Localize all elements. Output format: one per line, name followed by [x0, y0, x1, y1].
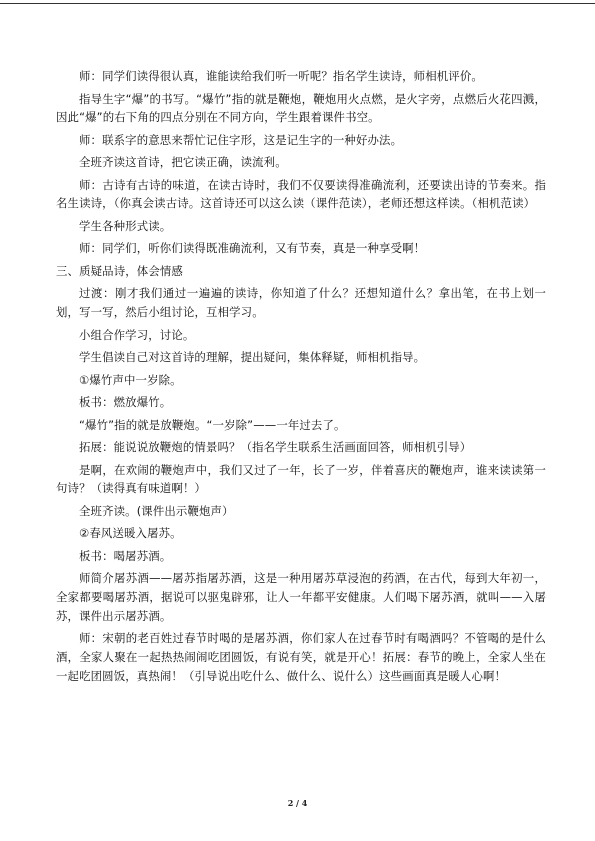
- paragraph: 师：同学们读得很认真，谁能读给我们听一听呢？指名学生读诗，师相机评价。: [79, 69, 483, 83]
- poem-line: ②春风送暖入屠苏。: [79, 526, 182, 541]
- paragraph: 学生各种形式读。: [79, 218, 172, 233]
- paragraph: 师简介屠苏酒——屠苏指屠苏酒，这是一种用屠苏草浸泡的药酒，在古代，每到大年初一，全家都要喝屠苏酒，据说可以驱鬼辟邪，让人一年都平安健康。人们喝下屠苏酒，就叫——入屠苏，课件出示屠苏酒。: [56, 571, 546, 623]
- paragraph: “爆竹”指的就是放鞭炮。“一岁除”——一年过去了。: [79, 417, 346, 432]
- poem-line: ①爆竹声中一岁除。: [79, 372, 182, 387]
- paragraph: 师：同学们，听你们读得既准确流利，又有节奏，真是一种享受啊！: [79, 241, 426, 256]
- paragraph: 是啊，在欢闹的鞭炮声中，我们又过了一年，长了一岁，伴着喜庆的鞭炮声，谁来读读第一句诗？（读得真有味道啊！）: [56, 462, 546, 496]
- paragraph: 全班齐读。(课件出示鞭炮声）: [79, 503, 234, 518]
- paragraph: 师：宋朝的老百姓过春节时喝的是屠苏酒，你们家人在过春节时有喝酒吗？不管喝的是什么酒，全家人聚在一起热热闹闹吃团圆饭，有说有笑，就是开心！拓展：春节的晚上，全家人坐在一起吃团圆饭，真热闹！（引导说出吃什么、做什么、说什么）这些画面真是暖人心啊！: [56, 631, 546, 683]
- paragraph: 师：联系字的意思来帮忙记住字形，这是记生字的一种好办法。: [79, 132, 403, 147]
- page-number: 2 / 4: [287, 798, 308, 808]
- paragraph: 小组合作学习，讨论。: [79, 327, 195, 342]
- header-rule: [0, 3, 595, 4]
- paragraph: 学生倡读自己对这首诗的理解，提出疑问，集体释疑，师相机指导。: [79, 350, 426, 365]
- blackboard-note: 板书：燃放爆竹。: [79, 395, 172, 410]
- paragraph: 过渡：刚才我们通过一遍遍的读诗，你知道了什么？还想知道什么？拿出笔，在书上划一划，写一写，然后小组讨论，互相学习。: [56, 286, 546, 320]
- paragraph: 指导生字“爆”的书写。“爆竹”指的就是鞭炮，鞭炮用火点燃，是火字旁，点燃后火花四溅，因此“爆”的右下角的四点分别在不同方向，学生跟着课件书空。: [56, 91, 546, 125]
- paragraph: 全班齐读这首诗，把它读正确，读流利。: [79, 155, 287, 170]
- blackboard-note: 板书：喝屠苏酒。: [79, 548, 172, 563]
- section-heading: 三、质疑品诗，体会情感: [56, 263, 183, 278]
- paragraph: 师：古诗有古诗的味道，在读古诗时，我们不仅要读得准确流利，还要读出诗的节奏来。指名生读诗，（你真会读古诗。这首诗还可以这么读（课件范读），老师还想这样读。（相机范读）: [56, 177, 546, 211]
- document-body: [56, 67, 546, 689]
- paragraph: 拓展：能说说放鞭炮的情景吗？（指名学生联系生活画面回答，师相机引导）: [79, 440, 472, 455]
